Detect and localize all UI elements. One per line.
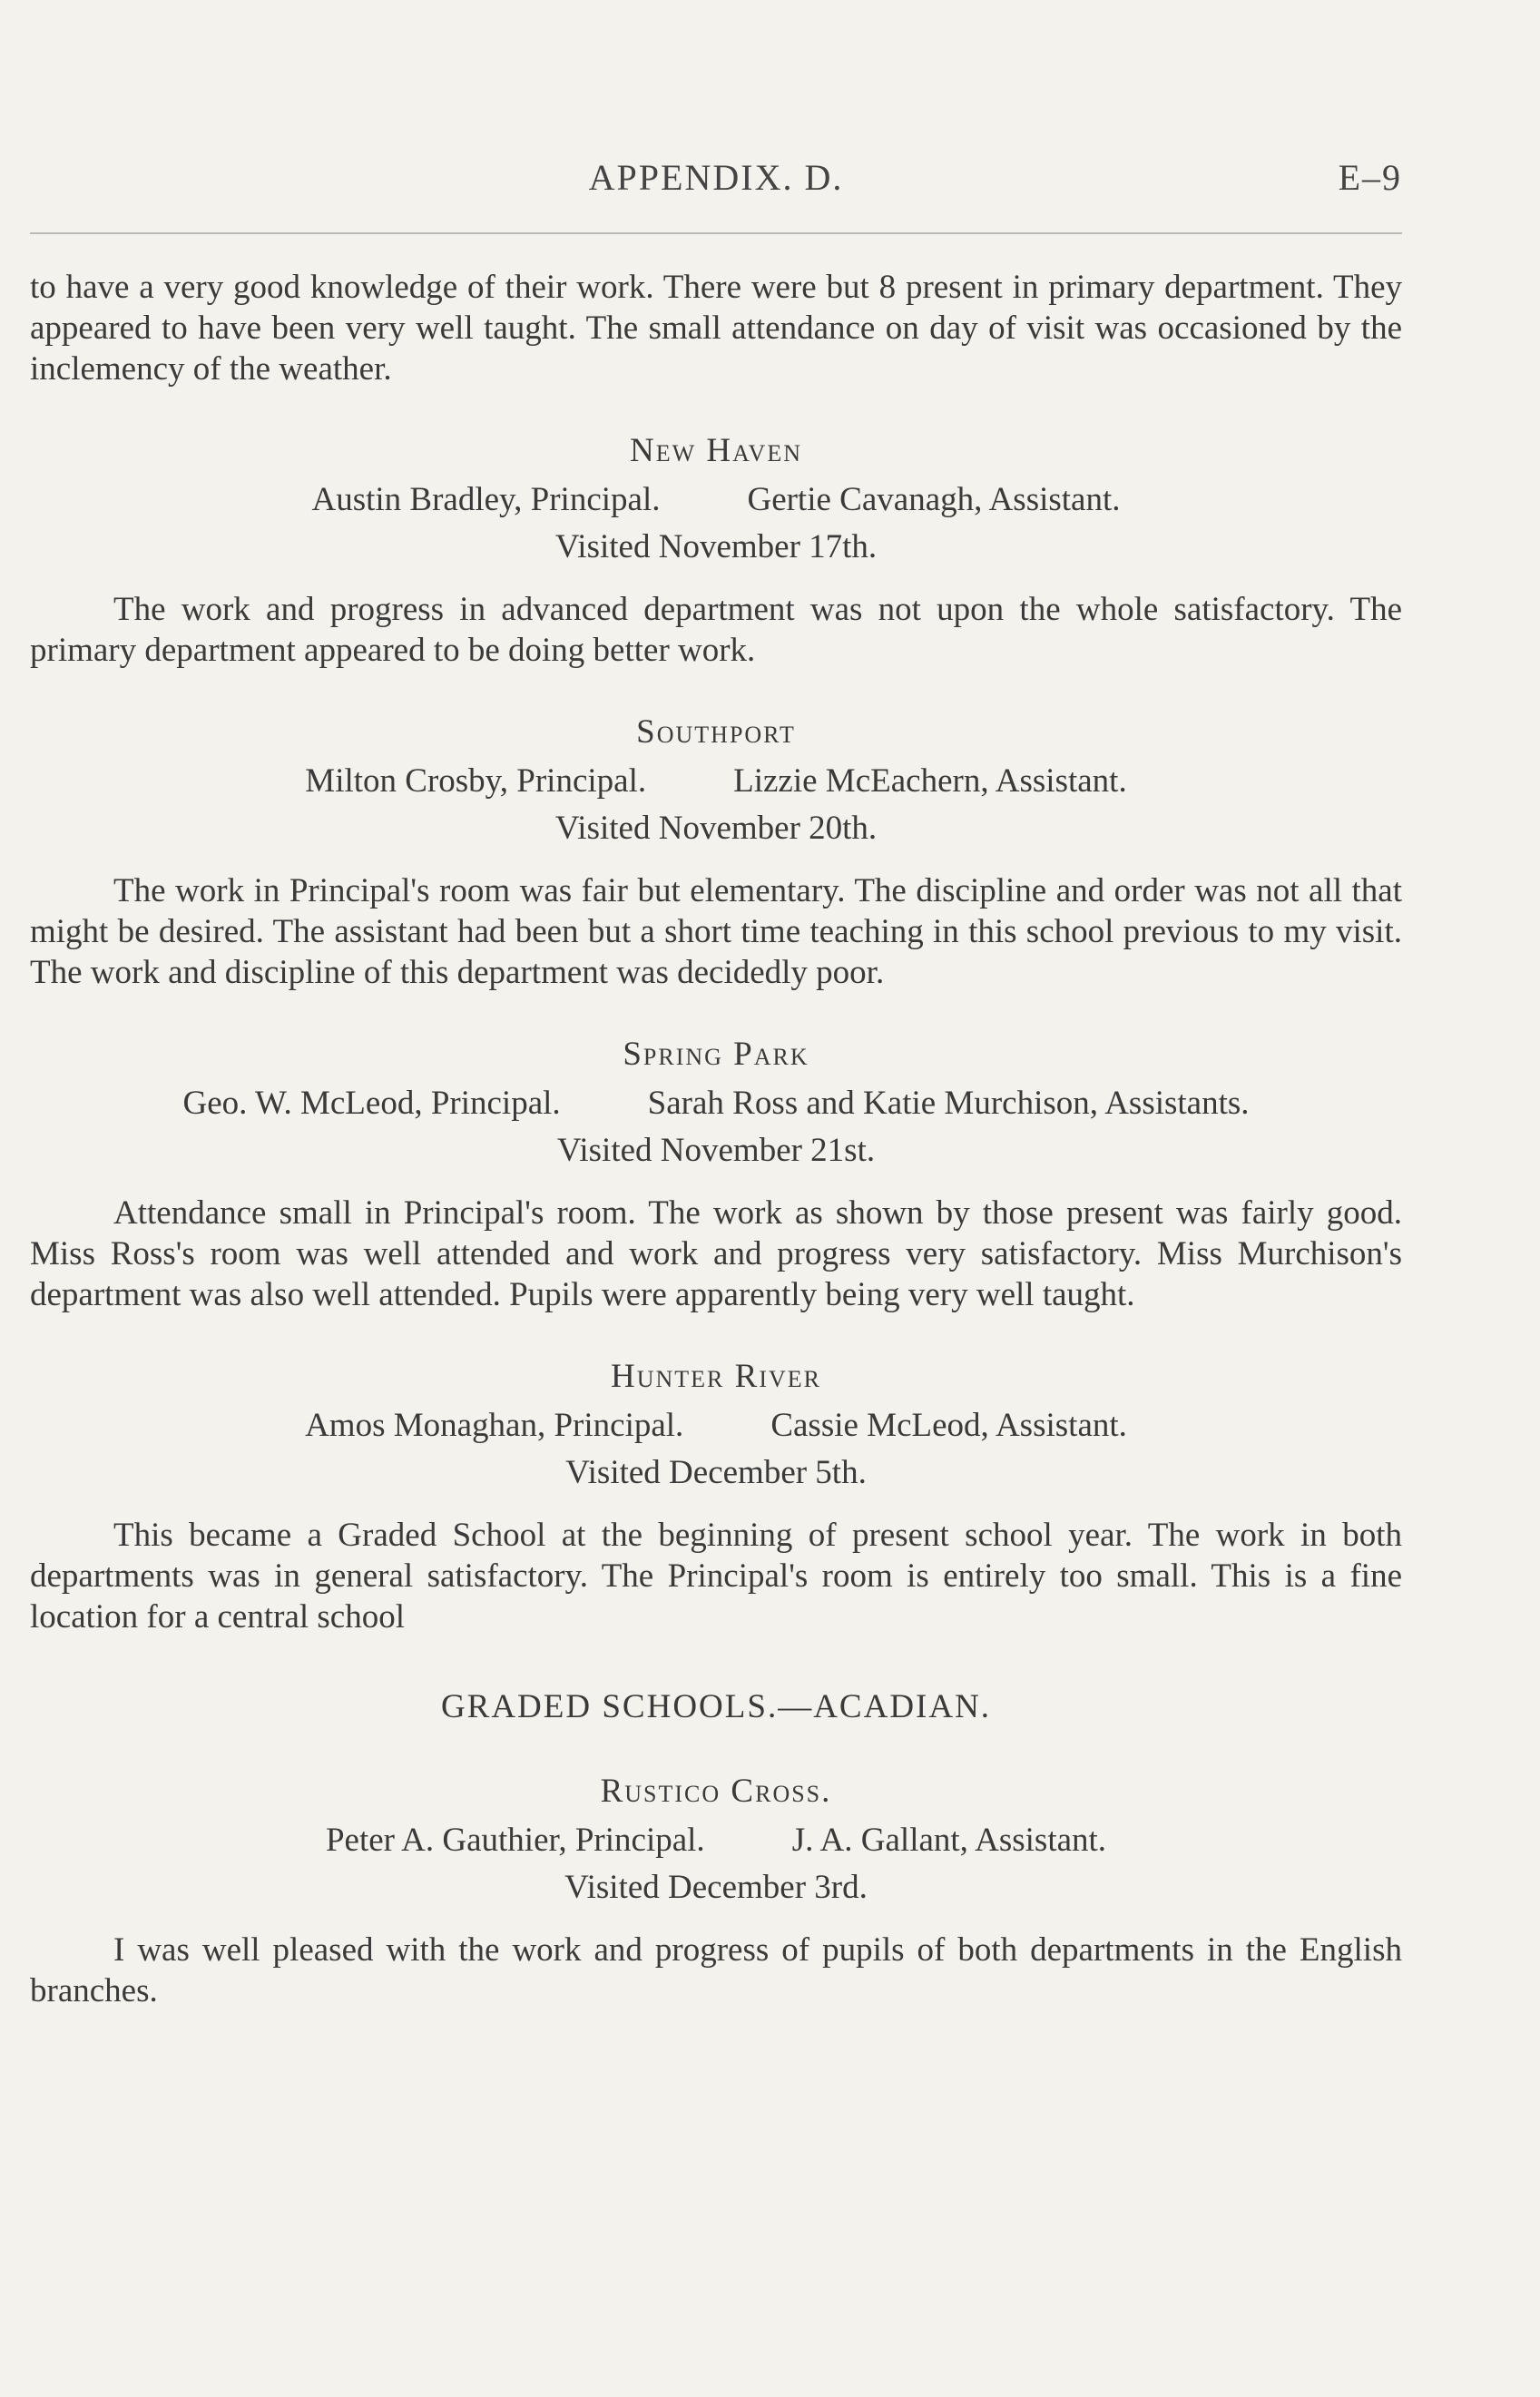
running-title: APPENDIX. D. — [588, 157, 844, 198]
group-heading-acadian: GRADED SCHOOLS.—ACADIAN. — [440, 1688, 992, 1725]
report-paragraph: I was well pleased with the work and progress of pupils of both departments in the English branches. — [30, 1931, 1402, 2009]
school-name: Southport — [636, 713, 796, 751]
principal-name: Milton Crosby, Principal. — [305, 762, 647, 800]
staff-line — [30, 1404, 1402, 1448]
report-paragraph: The work and progress in advanced department was not upon the whole satisfactory. The primary department appeared to be doing better work. — [30, 591, 1402, 669]
school-section-hunter-river — [30, 1355, 1402, 1637]
school-name: Rustico Cross. — [600, 1773, 832, 1810]
assistant-name: J. A. Gallant, Assistant. — [791, 1822, 1107, 1859]
page-header — [30, 156, 1402, 211]
staff-line — [30, 478, 1402, 522]
principal-name: Austin Bradley, Principal. — [311, 481, 661, 518]
report-paragraph: This became a Graded School at the beginning of present school year. The work in both departments was in general satisfactory. The Principal's room is entirely too small. This is a fine location for a central school — [30, 1517, 1402, 1636]
page-body — [30, 267, 1402, 2011]
report-paragraph: The work in Principal's room was fair but elementary. The discipline and order was not all that might be desired. The assistant had been but a short time teaching in this school previous to my visit. The work and discipline of this department was decidedly poor. — [30, 872, 1402, 991]
visit-date: Visited November 20th. — [554, 810, 878, 847]
visit-date: Visited November 21st. — [556, 1132, 876, 1169]
opening-paragraph: to have a very good knowledge of their work. There were but 8 present in primary department. They appeared to have been very well taught. The small attendance on day of visit was occasioned by the inclemency of the weather. — [30, 269, 1402, 388]
staff-line — [30, 760, 1402, 803]
visit-date: Visited November 17th. — [554, 528, 878, 565]
school-section-spring-park — [30, 1033, 1402, 1315]
assistant-name: Lizzie McEachern, Assistant. — [733, 762, 1127, 800]
visit-date: Visited December 5th. — [565, 1454, 867, 1491]
assistant-name: Sarah Ross and Katie Murchison, Assistants. — [647, 1085, 1250, 1122]
school-name: Hunter River — [611, 1358, 821, 1395]
assistant-name: Gertie Cavanagh, Assistant. — [747, 481, 1121, 518]
school-section-rustico-cross — [30, 1770, 1402, 2011]
staff-line — [30, 1819, 1402, 1862]
school-name: Spring Park — [623, 1036, 809, 1073]
school-name: New Haven — [630, 432, 802, 469]
principal-name: Peter A. Gauthier, Principal. — [325, 1822, 705, 1859]
assistant-name: Cassie McLeod, Assistant. — [770, 1407, 1127, 1444]
principal-name: Geo. W. McLeod, Principal. — [182, 1085, 561, 1122]
document-page — [30, 0, 1402, 2397]
visit-date: Visited December 3rd. — [564, 1869, 868, 1906]
page-number: E–9 — [1338, 157, 1402, 198]
school-section-new-haven — [30, 429, 1402, 671]
principal-name: Amos Monaghan, Principal. — [305, 1407, 684, 1444]
report-paragraph: Attendance small in Principal's room. The work as shown by those present was fairly good. Miss Ross's room was well attended and work and progress very satisfactory. Miss Murchison's department was also well attended. Pupils were apparently being very well taught. — [30, 1194, 1402, 1313]
header-rule — [30, 232, 1402, 234]
school-section-southport — [30, 711, 1402, 993]
staff-line — [30, 1082, 1402, 1125]
